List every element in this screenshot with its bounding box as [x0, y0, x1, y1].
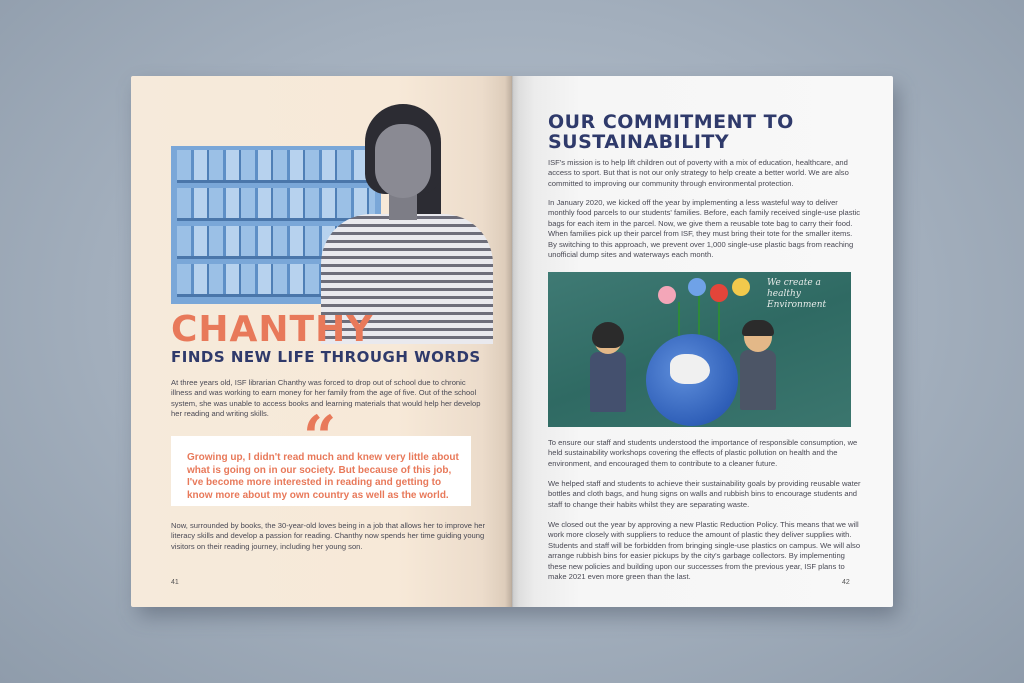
mural-caption: We create a healthy Environment [767, 278, 827, 310]
left-page [131, 76, 512, 607]
flower-stem [718, 298, 720, 340]
quote-mark-icon: “ [303, 403, 337, 471]
flower [688, 278, 706, 296]
globe-land [670, 354, 710, 384]
mural-photo [548, 272, 851, 427]
flower-stem [698, 294, 700, 340]
policy-paragraph: We closed out the year by approving a new Plastic Reduction Policy. This means that we will work more closely with suppliers to reduce the amount of plastic they deliver supplies with. Students and staff will be forbidden from bringing single-use plastics on campus. We will also arrange rubbish bins for easier pickups by the city's garbage collectors. By implementing these new policies and building upon our successes from the previous year, ISF plans to make 2021 even more green than the last. [548, 520, 861, 582]
page-number: 41 [171, 579, 179, 586]
flower [710, 284, 728, 302]
article-title-name: CHANTHY [171, 309, 374, 350]
page-number: 42 [842, 579, 850, 586]
reusables-paragraph: We helped staff and students to achieve their sustainability goals by providing reusable water bottles and cloth bags, and hung signs on walls and rubbish bins to encourage students and staff to change their habits whilst they are separating waste. [548, 479, 861, 509]
portrait-photo [319, 104, 495, 344]
flower [732, 278, 750, 296]
closing-paragraph: Now, surrounded by books, the 30-year-old loves being in a job that allows her to improve her literacy skills and develop a passion for reading. Chanthy now spends her time guiding young visitors on their reading journey, including her young son. [171, 521, 486, 551]
child-figure [586, 324, 630, 424]
book-spine [505, 76, 519, 607]
child-figure [736, 322, 782, 427]
intro-paragraph: At three years old, ISF librarian Chanthy was forced to drop out of school due to chronic illness and was working to earn money for her family from the age of five. Out of the school system, she was unable to access books and learning materials that would help her develop her reading and writing skills. [171, 378, 481, 419]
tote-bag-paragraph: In January 2020, we kicked off the year by implementing a less wasteful way to deliver monthly food parcels to our students' families. Before, each family received single-use plastic bags for each item in the parcel. Now, we give them a reusable tote bag to carry their food. When families pick up their parcel from ISF, they must bring their tote for the smaller items. By switching to this approach, we prevent over 1,000 single-use plastic bags from reaching unofficial dump sites and waterways each month. [548, 198, 861, 260]
portrait-face [375, 124, 431, 198]
flower [658, 286, 676, 304]
article-subtitle: FINDS NEW LIFE THROUGH WORDS [171, 348, 481, 366]
right-page [512, 76, 893, 607]
pull-quote: Growing up, I didn't read much and knew very little about what is going on in our society. But because of this job, I've become more interested in reading and getting to know more about my own country as well as the world. [187, 452, 459, 501]
mission-paragraph: ISF's mission is to help lift children out of poverty with a mix of education, healthcare, and access to sport. But that is not our only strategy to help create a better world. We are also committed to improving our community through environmental protection. [548, 158, 849, 188]
section-title: OUR COMMITMENT TO SUSTAINABILITY [548, 111, 794, 153]
workshops-paragraph: To ensure our staff and students understood the importance of responsible consumption, we held sustainability workshops covering the effects of plastic pollution on health and the environment, and encouraged them to contribute to a cleaner future. [548, 438, 858, 468]
